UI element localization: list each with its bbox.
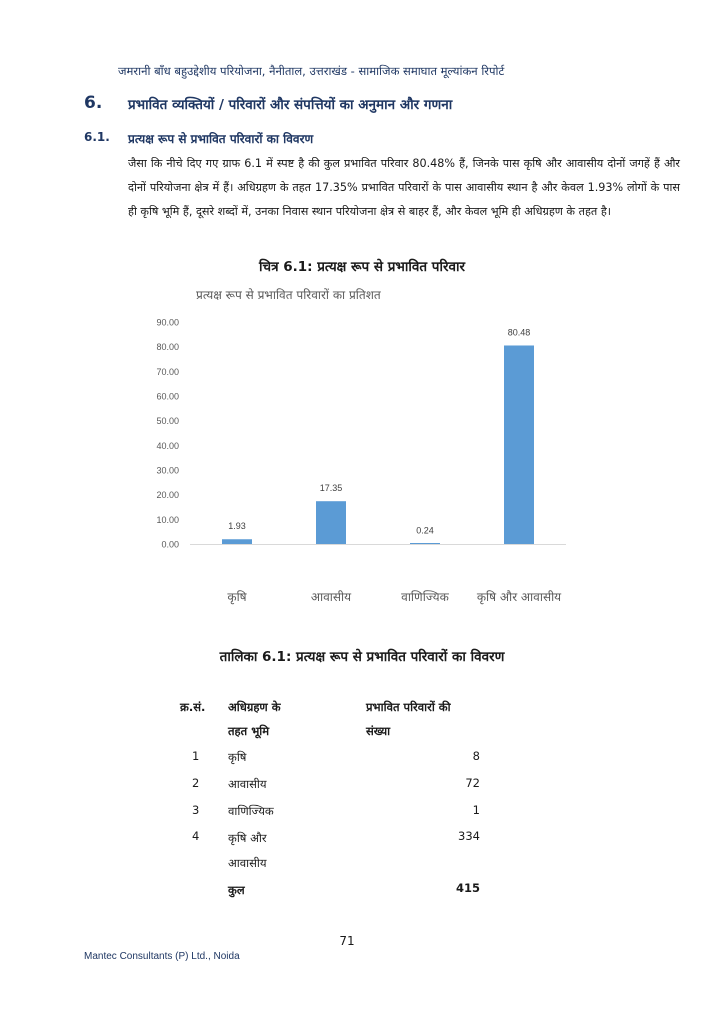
y-tick-label: 30.00 [156,465,179,476]
body-paragraph: जैसा कि नीचे दिए गए ग्राफ 6.1 में स्पष्ट है की कुल प्रभावित परिवार 80.48% हैं, जिनके पास कृषि और आवासीय दोनों जगहें हैं और दोनों परियोजना क्षेत्र में हैं। अधिग्रहण के तहत 17.35% प्रभावित परिवारों के पास आवासीय स्थान है और केवल 1.93% लोगों के पास ही कृषि भूमि हैं, दूसरे शब्दों में, उनका निवास स्थान परियोजना क्षेत्र से बाहर हैं, और केवल भूमि ही अधिग्रहण के तहत है। [128,157,680,218]
header-sn: क्र.सं. [180,700,206,714]
footer-company: Mantec Consultants (P) Ltd., Noida [84,951,240,962]
row-4-count: 334 [458,829,480,843]
total-label: कुल [228,883,245,897]
row-1-count: 8 [472,749,480,763]
data-label-3: 0.24 [416,525,434,536]
subsection-title: प्रत्यक्ष रूप से प्रभावित परिवारों का विवरण [128,132,314,146]
category-label-3: वाणिज्यिक [401,590,449,604]
category-label-4: कृषि और आवासीय [476,590,562,604]
row-2-sn: 2 [192,776,200,790]
header-count-line2: संख्या [366,724,391,738]
row-2-count: 72 [465,776,480,790]
header-land-line1: अधिग्रहण के [228,700,281,714]
row-4-sn: 4 [192,829,200,843]
y-tick-label: 40.00 [156,440,179,451]
bar-1 [222,539,252,544]
y-tick-label: 10.00 [156,514,179,525]
row-2-land: आवासीय [228,777,267,791]
bar-2 [316,501,346,544]
figure-caption: चित्र 6.1: प्रत्यक्ष रूप से प्रभावित परिवार [259,259,465,275]
subsection-number: 6.1. [84,130,110,144]
total-count: 415 [455,881,480,895]
category-label-1: कृषि [227,590,247,604]
y-tick-label: 20.00 [156,490,179,501]
data-label-2: 17.35 [319,483,343,494]
bar-3 [410,543,440,544]
row-3-land: वाणिज्यिक [228,804,274,818]
row-3-sn: 3 [192,803,200,817]
section-number: 6. [84,93,103,113]
header-count-line1: प्रभावित परिवारों की [366,700,451,714]
bar-4 [504,345,534,544]
y-tick-label: 70.00 [156,366,179,377]
data-label-4: 80.48 [507,327,531,338]
row-1-sn: 1 [192,749,200,763]
section-title: प्रभावित व्यक्तियों / परिवारों और संपत्तियों का अनुमान और गणना [128,97,453,113]
y-tick-label: 80.00 [156,342,179,353]
table-title: तालिका 6.1: प्रत्यक्ष रूप से प्रभावित परिवारों का विवरण [219,649,505,665]
header-land-line2: तहत भूमि [228,724,270,738]
y-tick-label: 60.00 [156,391,179,402]
page-number: 71 [339,934,355,948]
category-label-2: आवासीय [310,590,352,604]
row-3-count: 1 [472,803,480,817]
y-tick-label: 50.00 [156,416,179,427]
row-1-land: कृषि [228,750,247,764]
data-label-1: 1.93 [228,521,246,532]
row-4-land-line1: कृषि और [228,831,267,845]
bar-chart [140,310,600,610]
y-tick-label: 0.00 [161,539,179,550]
report-header: जमरानी बाँध बहुउद्देशीय परियोजना, नैनीताल, उत्तराखंड - सामाजिक समाघात मूल्यांकन रिपोर्ट [118,64,505,78]
chart-title: प्रत्यक्ष रूप से प्रभावित परिवारों का प्रतिशत [196,288,381,302]
row-4-land-line2: आवासीय [228,856,267,870]
y-tick-label: 90.00 [156,317,179,328]
